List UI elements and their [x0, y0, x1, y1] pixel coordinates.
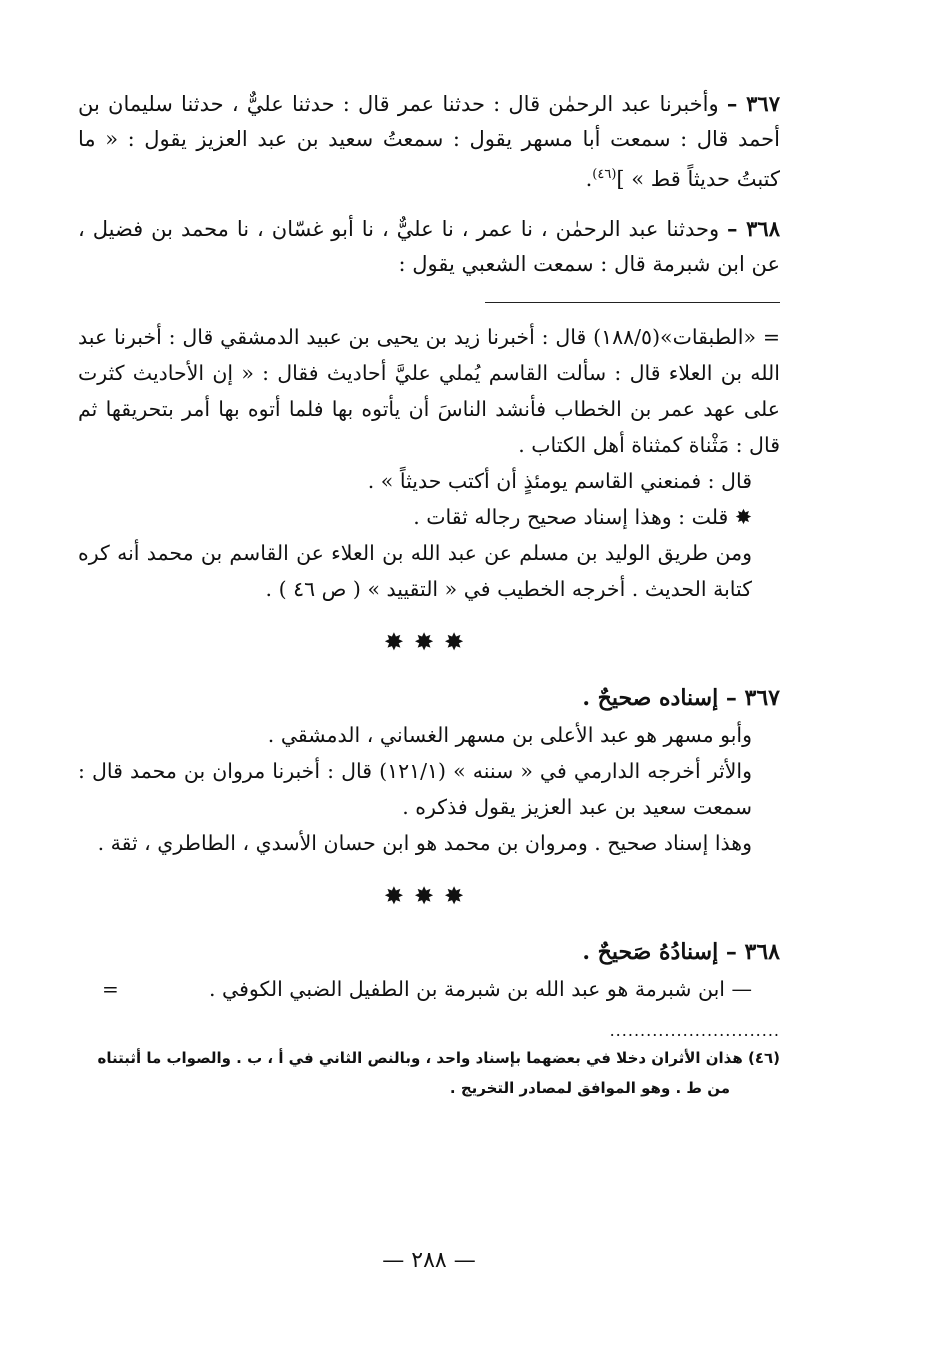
paragraph-368 — [78, 211, 780, 282]
heading-367: ٣٦٧ – إسناده صحيحٌ . — [582, 685, 780, 711]
commentary-shubruma-text: — ابن شبرمة هو عبد الله بن شبرمة بن الطفيل الضبي الكوفي . — [209, 977, 752, 1001]
stars-divider-1: ✸✸✸ — [383, 628, 475, 656]
text-368: وحدثنا عبد الرحمٰن ، نا عمر ، نا عليٌّ ، نا أبو غسّان ، نا محمد بن فضيل ، عن ابن شبرمة قال : سمعت الشعبي يقول : — [78, 217, 780, 276]
footnote-ref-46: (٤٦) — [592, 167, 617, 182]
book-page — [78, 86, 780, 1326]
separator-line — [485, 302, 780, 303]
item-number-367: ٣٦٧ – — [726, 91, 780, 116]
commentary-abu-mushir: وأبو مسهر هو عبد الأعلى بن مسهر الغساني ، الدمشقي . — [267, 723, 752, 747]
heading-368: ٣٦٨ – إسنادُهُ صَحيحٌ . — [582, 939, 780, 965]
text-367: وأخبرنا عبد الرحمٰن قال : حدثنا عمر قال : حدثنا عليٌّ ، حدثنا سليمان بن أحمد قال : سمعت أبا مسهر يقول : سمعتُ سعيد بن عبد العزيز يقول : « ما كتبتُ حديثاً قط » ] — [78, 92, 780, 191]
page-number: — ٢٨٨ — — [382, 1248, 476, 1273]
commentary-isnad: وهذا إسناد صحيح . ومروان بن محمد هو ابن حسان الأسدي ، الطاطري ، ثقة . — [97, 831, 752, 855]
commentary-darimi: والأثر أخرجه الدارمي في « سننه » (١٢١/١) قال : أخبرنا مروان بن محمد قال : سمعت سعيد بن عبد العزيز يقول فذكره . — [78, 759, 753, 819]
stars-divider-2: ✸✸✸ — [383, 882, 475, 910]
footnote-separator: ............................ — [609, 1021, 780, 1040]
commentary-qasim: قال : فمنعني القاسم يومئذٍ أن أكتب حديثاً » . — [367, 469, 752, 493]
commentary-shubruma — [78, 971, 780, 1007]
footnote-46: (٤٦) هذان الأثران دخلا في بعضهما بإسناد واحد ، وبالنص الثاني في أ ، ب . والصواب ما أثبتناه — [97, 1049, 780, 1067]
commentary-tabaqat: = «الطبقات»(١٨٨/٥) قال : أخبرنا زيد بن يحيى بن عبيد الدمشقي قال : أخبرنا عبد الله بن العلاء قال : سألت القاسم يُملي عليَّ أحاديث فقال : « إن الأحاديث كثرت على عهد عمر بن الخطاب فأنشد الناسَ أن يأتوه بها فلما أتوه بها أمر بتحريقها ثم قال : مَثْناة كمثناة أهل الكتاب . — [78, 325, 780, 457]
paragraph-367: ٣٦٧ – وأخبرنا عبد الرحمٰن قال : حدثنا عمر قال : حدثنا عليٌّ ، حدثنا سليمان بن أحمد قال : سمعت أبا مسهر يقول : سمعتُ سعيد بن عبد العزيز يقول : « ما كتبتُ حديثاً قط » ]$^{(٤٦)}$. — [78, 91, 780, 191]
commentary-note: ✸ قلت : وهذا إسناد صحيح رجاله ثقات . — [413, 505, 752, 529]
item-number-368: ٣٦٨ – — [727, 216, 780, 241]
continuation-mark: = — [102, 977, 119, 1001]
footnote-46-cont: من ط . وهو الموافق لمصادر التخريج . — [449, 1079, 730, 1097]
commentary-walid: ومن طريق الوليد بن مسلم عن عبد الله بن العلاء عن القاسم بن محمد أنه كره كتابة الحديث . أخرجه الخطيب في « التقييد » ( ص ٤٦ ) . — [78, 541, 752, 601]
